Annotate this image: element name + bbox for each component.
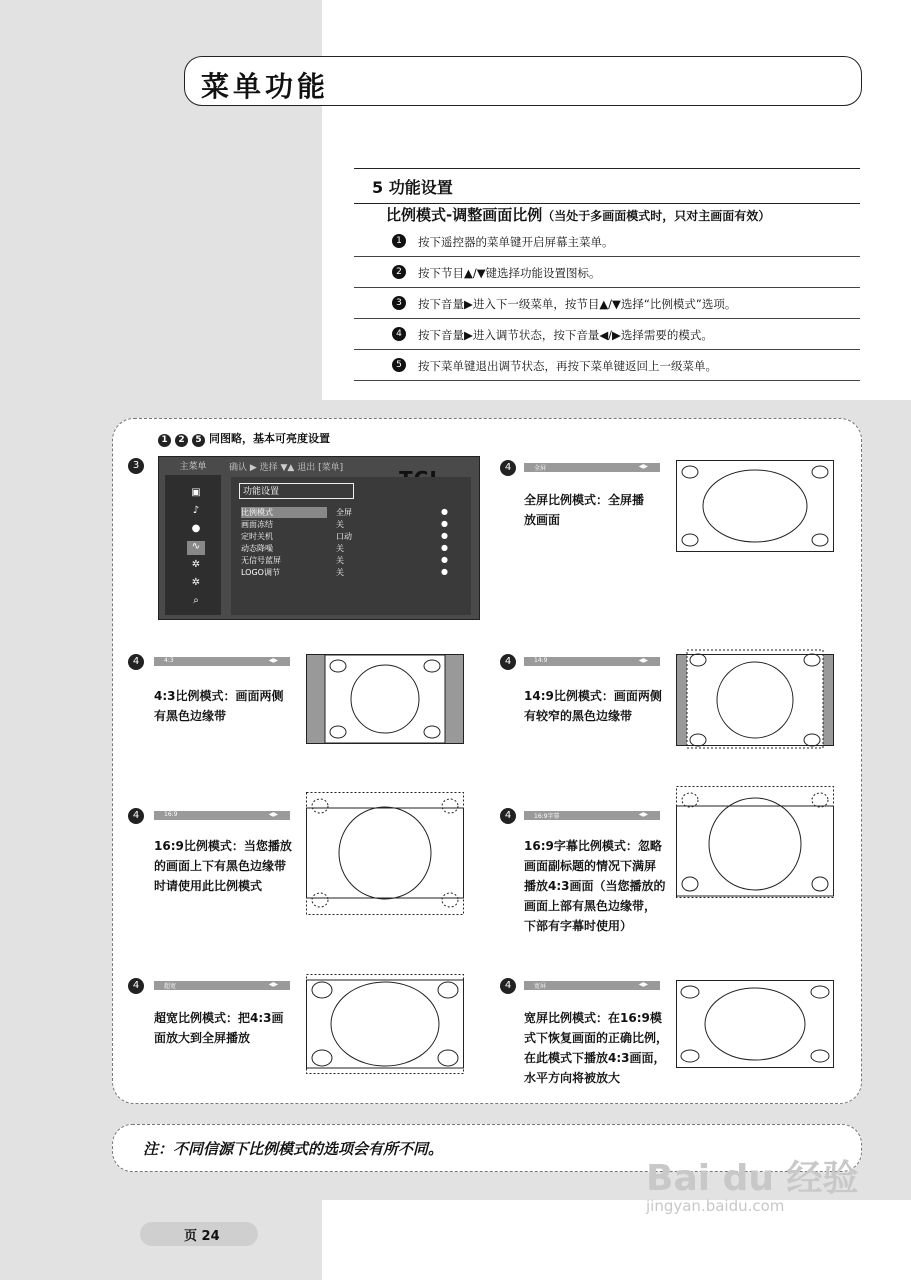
mode-description: [524, 686, 662, 726]
mode-bar-arrows: ◀▶: [638, 811, 648, 818]
intro-text: 同图略，基本可亮度设置: [209, 432, 330, 445]
subsection-note: （当处于多画面模式时，只对主画面有效）: [542, 209, 771, 223]
menu-row-value: 关: [336, 568, 344, 577]
desc-line: 画面副标题的情况下满屏: [524, 859, 657, 873]
subsection-title: 比例模式-调整画面比例: [386, 206, 543, 224]
arrow-right-icon: ●: [441, 555, 448, 564]
desc-line: 播放4:3画面（当您播放的: [524, 879, 666, 893]
intro-num: 5: [192, 434, 205, 447]
menu-row: [241, 567, 448, 578]
function-icon: ∿: [187, 541, 205, 555]
ratio-14-9-diagram: [676, 654, 834, 750]
desc-line: 全屏比例模式：全屏播: [524, 493, 645, 507]
intro-label: [158, 430, 330, 447]
mode-description: [154, 836, 292, 896]
ratio-4-3-diagram: [306, 654, 464, 744]
menu-row-label: 比例模式: [241, 508, 273, 517]
mode-description: [524, 836, 666, 936]
menu-row-value: 关: [336, 520, 344, 529]
section-header: [354, 168, 860, 204]
step-badge: 4: [500, 654, 516, 670]
menu-row-label: 定时关机: [241, 532, 273, 541]
step-badge: 4: [128, 654, 144, 670]
intro-num: 2: [175, 434, 188, 447]
desc-line: 超宽比例模式：把4:3画: [154, 1011, 284, 1025]
page-number: 页 24: [184, 1229, 220, 1244]
section-title: 5 功能设置: [372, 178, 453, 197]
mode-bar: [154, 811, 290, 820]
watermark-url: jingyan.baidu.com: [646, 1197, 785, 1215]
desc-line: 4:3比例模式：画面两侧: [154, 689, 284, 703]
tv-menu-screenshot: [158, 456, 480, 620]
menu-row-value: 关: [336, 544, 344, 553]
mode-bar-arrows: ◀▶: [638, 657, 648, 664]
step-item: [354, 226, 860, 257]
menu-hint-bar: 确认 ▶ 选择 ▼▲ 退出 [菜单]: [229, 463, 344, 473]
desc-line: 画面上部有黑色边缘带，: [524, 899, 657, 913]
step-text: 按下节目▲/▼键选择功能设置图标。: [418, 266, 601, 280]
step-text: 按下遥控器的菜单键开启屏幕主菜单。: [418, 235, 614, 249]
mode-bar: [524, 811, 660, 820]
mode-bar: [154, 657, 290, 666]
page-title: 菜单功能: [201, 70, 330, 103]
step-text: 按下音量▶进入调节状态，按下音量◀/▶选择需要的模式。: [418, 328, 713, 342]
step-badge: 4: [500, 460, 516, 476]
desc-line: 放画面: [524, 513, 561, 527]
arrow-right-icon: ●: [441, 531, 448, 540]
menu-row: [241, 519, 448, 530]
fullscreen-diagram: [676, 460, 834, 552]
menu-row-label: 画面冻结: [241, 520, 273, 529]
steps-list: [354, 226, 860, 381]
desc-line: 的画面上下有黑色边缘带: [154, 859, 287, 873]
mode-bar-label: 4:3: [164, 657, 174, 664]
step-number: 3: [392, 296, 406, 310]
mode-bar-label: 超宽: [164, 983, 177, 990]
mode-bar: [154, 981, 290, 990]
menu-title: 功能设置: [239, 483, 354, 499]
mode-description: [524, 1008, 668, 1088]
desc-line: 式下恢复画面的正确比例，: [524, 1031, 669, 1045]
mode-description: [154, 1008, 284, 1048]
step-item: [354, 257, 860, 288]
function-settings-menu: [231, 477, 471, 615]
menu-row: [241, 507, 448, 518]
menu-row-value: 口动: [336, 532, 352, 541]
desc-line: 宽屏比例模式：在16:9模: [524, 1011, 662, 1025]
mode-bar: [524, 981, 660, 990]
arrow-right-icon: ●: [441, 567, 448, 576]
mode-bar-arrows: ◀▶: [268, 657, 278, 664]
mode-bar: [524, 657, 660, 666]
desc-line: 有较窄的黑色边缘带: [524, 709, 633, 723]
step-number: 1: [392, 234, 406, 248]
step-item: [354, 319, 860, 350]
mode-bar-label: 全屏: [534, 465, 547, 472]
picture-icon: ▣: [191, 487, 201, 498]
channel-icon: ●: [191, 523, 201, 534]
desc-line: 下部有字幕时使用）: [524, 919, 633, 933]
step-number: 2: [392, 265, 406, 279]
mode-bar: [524, 463, 660, 472]
step-item: [354, 288, 860, 319]
menu-row-value: 全屏: [336, 508, 352, 517]
mode-bar-arrows: ◀▶: [268, 981, 278, 988]
menu-row-label: 动态降噪: [241, 544, 273, 553]
step-badge: 4: [128, 978, 144, 994]
step-badge: 3: [128, 458, 144, 474]
mode-bar-arrows: ◀▶: [268, 811, 278, 818]
desc-line: 面放大到全屏播放: [154, 1031, 251, 1045]
desc-line: 有黑色边缘带: [154, 709, 227, 723]
watermark: [646, 1150, 859, 1215]
mode-bar-label: 宽屏: [534, 983, 547, 990]
setup-icon: ✲: [191, 559, 201, 570]
header-title-box: [184, 56, 862, 106]
main-menu-title: 主菜单: [179, 462, 207, 472]
step-number: 5: [392, 358, 406, 372]
menu-row-value: 关: [336, 556, 344, 565]
note-text: 注：不同信源下比例模式的选项会有所不同。: [143, 1140, 444, 1158]
desc-line: 16:9比例模式：当您播放: [154, 839, 292, 853]
watermark-brand: Bai du 经验: [646, 1158, 859, 1199]
step-text: 按下音量▶进入下一级菜单，按节目▲/▼选择“比例模式”选项。: [418, 297, 737, 311]
step-item: [354, 350, 860, 381]
super-wide-diagram: [306, 974, 464, 1074]
ratio-16-9-diagram: [306, 792, 464, 916]
step-text: 按下菜单键退出调节状态，再按下菜单键返回上一级菜单。: [418, 359, 717, 373]
step-number: 4: [392, 327, 406, 341]
mode-bar-label: 16:9: [164, 811, 178, 818]
page-footer: [140, 1222, 258, 1246]
mode-bar-label: 14:9: [534, 657, 548, 664]
subsection-header: [386, 204, 770, 225]
mode-bar-arrows: ◀▶: [638, 981, 648, 988]
desc-line: 时请使用此比例模式: [154, 879, 263, 893]
search-icon: ⌕: [193, 595, 199, 606]
menu-row: [241, 531, 448, 542]
step-badge: 4: [500, 808, 516, 824]
arrow-right-icon: ●: [441, 543, 448, 552]
desc-line: 在此模式下播放4:3画面，: [524, 1051, 666, 1065]
mode-bar-label: 16:9字幕: [534, 813, 560, 820]
desc-line: 14:9比例模式：画面两侧: [524, 689, 662, 703]
lock-icon: ✲: [191, 577, 201, 588]
desc-line: 水平方向将被放大: [524, 1071, 621, 1085]
menu-row-label: 无信号蓝屏: [241, 556, 281, 565]
menu-row-label: LOGO调节: [241, 568, 280, 577]
sound-icon: ♪: [192, 505, 200, 516]
arrow-right-icon: ●: [441, 507, 448, 516]
wide-screen-diagram: [676, 980, 834, 1068]
step-badge: 4: [128, 808, 144, 824]
mode-description: [524, 490, 644, 530]
menu-row: [241, 555, 448, 566]
desc-line: 16:9字幕比例模式：忽略: [524, 839, 662, 853]
mode-bar-arrows: ◀▶: [638, 463, 648, 470]
main-menu-sidebar: [165, 475, 221, 615]
mode-description: [154, 686, 284, 726]
menu-row: [241, 543, 448, 554]
step-badge: 4: [500, 978, 516, 994]
ratio-16-9-subtitle-diagram: [676, 786, 834, 898]
arrow-right-icon: ●: [441, 519, 448, 528]
intro-num: 1: [158, 434, 171, 447]
